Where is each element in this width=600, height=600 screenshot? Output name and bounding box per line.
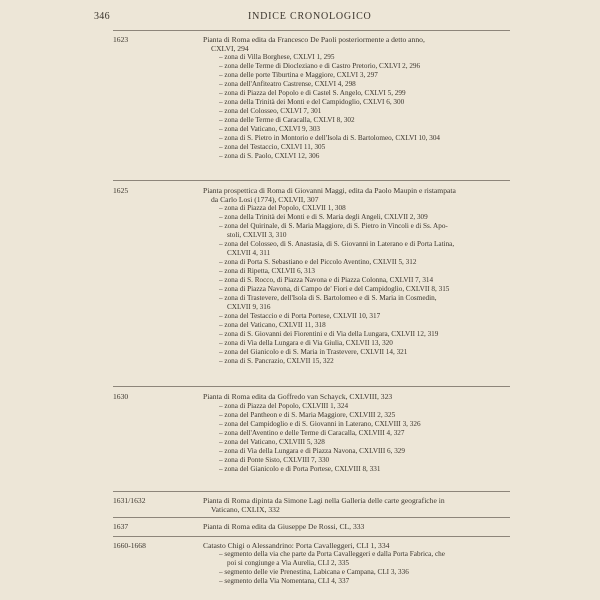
- index-entry: [113, 522, 510, 532]
- sub-entry: – zona del Gianicolo e di Porta Portese, CXLVIII 8, 331: [219, 465, 381, 473]
- entry-heading: [203, 541, 503, 550]
- page-header: [0, 11, 600, 25]
- sub-entry: – zona del Colosseo, di S. Anastasia, di S. Giovanni in Laterano e di Porta Latina,: [219, 240, 455, 248]
- index-entry: [113, 541, 510, 597]
- entry-heading-line: Pianta prospettica di Roma di Giovanni Maggi, edita da Paolo Maupin e ristampata: [203, 186, 456, 195]
- sub-entry: – zona di Trastevere, dell'Isola di S. Bartolomeo e di S. Maria in Cosmedin,: [219, 294, 437, 302]
- entry-heading: [203, 392, 503, 401]
- entry-year: 1630: [113, 392, 129, 401]
- sub-entry: – zona del Vaticano, CXLVI 9, 303: [219, 125, 321, 133]
- entry-heading-line: da Carlo Losi (1774), CXLVII, 307: [211, 195, 319, 204]
- sub-entry-continuation: poi si congiunge a Via Aurelia, CLI 2, 335: [227, 559, 349, 567]
- sub-entry: – zona di S. Pancrazio, CXLVII 15, 322: [219, 357, 334, 365]
- sub-entry: – zona di Piazza Navona, di Campo de' Fiori e del Campidoglio, CXLVII 8, 315: [219, 285, 450, 293]
- sub-entry: – zona del Testaccio, CXLVI 11, 305: [219, 143, 326, 151]
- index-entry: [113, 35, 510, 175]
- divider: [113, 180, 510, 181]
- sub-entry: – zona di S. Rocco, di Piazza Navona e di Piazza Colonna, CXLVII 7, 314: [219, 276, 434, 284]
- sub-entry: – zona delle Terme di Diocleziano e di Castro Pretorio, CXLVI 2, 296: [219, 62, 421, 70]
- entry-year: 1623: [113, 35, 129, 44]
- entry-heading: [203, 496, 503, 514]
- entry-heading: [203, 522, 503, 531]
- sub-entry: – zona di Via della Lungara e di Via Giulia, CXLVII 13, 320: [219, 339, 393, 347]
- sub-entry-continuation: CXLVII 4, 311: [227, 249, 271, 257]
- divider: [113, 30, 510, 31]
- sub-entry-continuation: stoli, CXLVII 3, 310: [227, 231, 287, 239]
- index-entry: [113, 392, 510, 492]
- sub-entry-list: [219, 402, 507, 474]
- sub-entry: – zona delle porte Tiburtina e Maggiore, CXLVI 3, 297: [219, 71, 378, 79]
- divider: [113, 536, 510, 537]
- sub-entry: – zona di Villa Borghese, CXLVI 1, 295: [219, 53, 335, 61]
- entry-heading-line: CXLVI, 294: [211, 44, 249, 53]
- index-entry: [113, 186, 510, 386]
- sub-entry: – zona del Campidoglio e di S. Giovanni in Laterano, CXLVIII 3, 326: [219, 420, 421, 428]
- sub-entry-list: [219, 204, 507, 366]
- entry-year: 1631/1632: [113, 496, 146, 505]
- sub-entry-list: [219, 550, 507, 586]
- sub-entry: – zona di Ponte Sisto, CXLVIII 7, 330: [219, 456, 330, 464]
- sub-entry: – zona della Trinità dei Monti e di S. Maria degli Angeli, CXLVII 2, 309: [219, 213, 428, 221]
- sub-entry: – zona di Porta S. Sebastiano e del Piccolo Aventino, CXLVII 5, 312: [219, 258, 417, 266]
- sub-entry: – zona del Colosseo, CXLVI 7, 301: [219, 107, 322, 115]
- sub-entry: – zona di Piazza del Popolo e di Castel S. Angelo, CXLVI 5, 299: [219, 89, 406, 97]
- index-entry: [113, 496, 510, 516]
- sub-entry: – zona di S. Giovanni dei Fiorentini e di Via della Lungara, CXLVII 12, 319: [219, 330, 439, 338]
- sub-entry: – zona dell'Anfiteatro Castrense, CXLVI 4, 298: [219, 80, 356, 88]
- entry-year: 1637: [113, 522, 129, 531]
- sub-entry: – zona di Piazza del Popolo, CXLVII 1, 308: [219, 204, 346, 212]
- entry-heading-line: Catasto Chigi o Alessandrino: Porta Cavalleggeri, CLI 1, 334: [203, 541, 390, 550]
- sub-entry: – zona di Ripetta, CXLVII 6, 313: [219, 267, 315, 275]
- sub-entry: – zona dell'Aventino e delle Terme di Caracalla, CXLVIII 4, 327: [219, 429, 405, 437]
- sub-entry: – segmento della via che parte da Porta Cavalleggeri e dalla Porta Fabrica, che: [219, 550, 445, 558]
- sub-entry: – zona della Trinità dei Monti e del Campidoglio, CXLVI 6, 300: [219, 98, 405, 106]
- sub-entry: – zona di S. Paolo, CXLVI 12, 306: [219, 152, 320, 160]
- entry-heading-line: Vaticano, CXLIX, 332: [211, 505, 280, 514]
- sub-entry: – zona del Pantheon e di S. Maria Maggiore, CXLVIII 2, 325: [219, 411, 396, 419]
- sub-entry: – segmento della Via Nomentana, CLI 4, 337: [219, 577, 350, 585]
- sub-entry: – zona di Piazza del Popolo, CXLVIII 1, 324: [219, 402, 349, 410]
- sub-entry: – zona di S. Pietro in Montorio e dell'Isola di S. Bartolomeo, CXLVI 10, 304: [219, 134, 441, 142]
- sub-entry: – zona di Via della Lungara e di Piazza Navona, CXLVIII 6, 329: [219, 447, 405, 455]
- sub-entry: – zona delle Terme di Caracalla, CXLVI 8, 302: [219, 116, 355, 124]
- entry-heading-line: Pianta di Roma edita da Giuseppe De Rossi, CL, 333: [203, 522, 365, 531]
- entry-year: 1660-1668: [113, 541, 146, 550]
- running-title: INDICE CRONOLOGICO: [248, 11, 372, 22]
- entry-heading-line: Pianta di Roma dipinta da Simone Lagi nella Galleria delle carte geografiche in: [203, 496, 445, 505]
- sub-entry: – zona del Testaccio e di Porta Portese, CXLVII 10, 317: [219, 312, 381, 320]
- entry-heading-line: Pianta di Roma edita da Francesco De Paoli posteriormente a detto anno,: [203, 35, 425, 44]
- sub-entry: – zona del Quirinale, di S. Maria Maggiore, di S. Pietro in Vincoli e di Ss. Apo-: [219, 222, 448, 230]
- divider: [113, 517, 510, 518]
- sub-entry-continuation: CXLVII 9, 316: [227, 303, 271, 311]
- entry-heading: [203, 186, 503, 204]
- sub-entry: – zona del Vaticano, CXLVIII 5, 328: [219, 438, 325, 446]
- sub-entry: – zona del Gianicolo e di S. Maria in Trastevere, CXLVII 14, 321: [219, 348, 408, 356]
- sub-entry-list: [219, 53, 507, 161]
- entry-heading: [203, 35, 503, 53]
- page-number: 346: [94, 11, 110, 22]
- sub-entry: – segmento delle vie Prenestina, Labicana e Campana, CLI 3, 336: [219, 568, 409, 576]
- entry-heading-line: Pianta di Roma edita da Goffredo van Schayck, CXLVIII, 323: [203, 392, 393, 401]
- divider: [113, 386, 510, 387]
- entry-year: 1625: [113, 186, 129, 195]
- divider: [113, 491, 510, 492]
- sub-entry: – zona del Vaticano, CXLVII 11, 318: [219, 321, 326, 329]
